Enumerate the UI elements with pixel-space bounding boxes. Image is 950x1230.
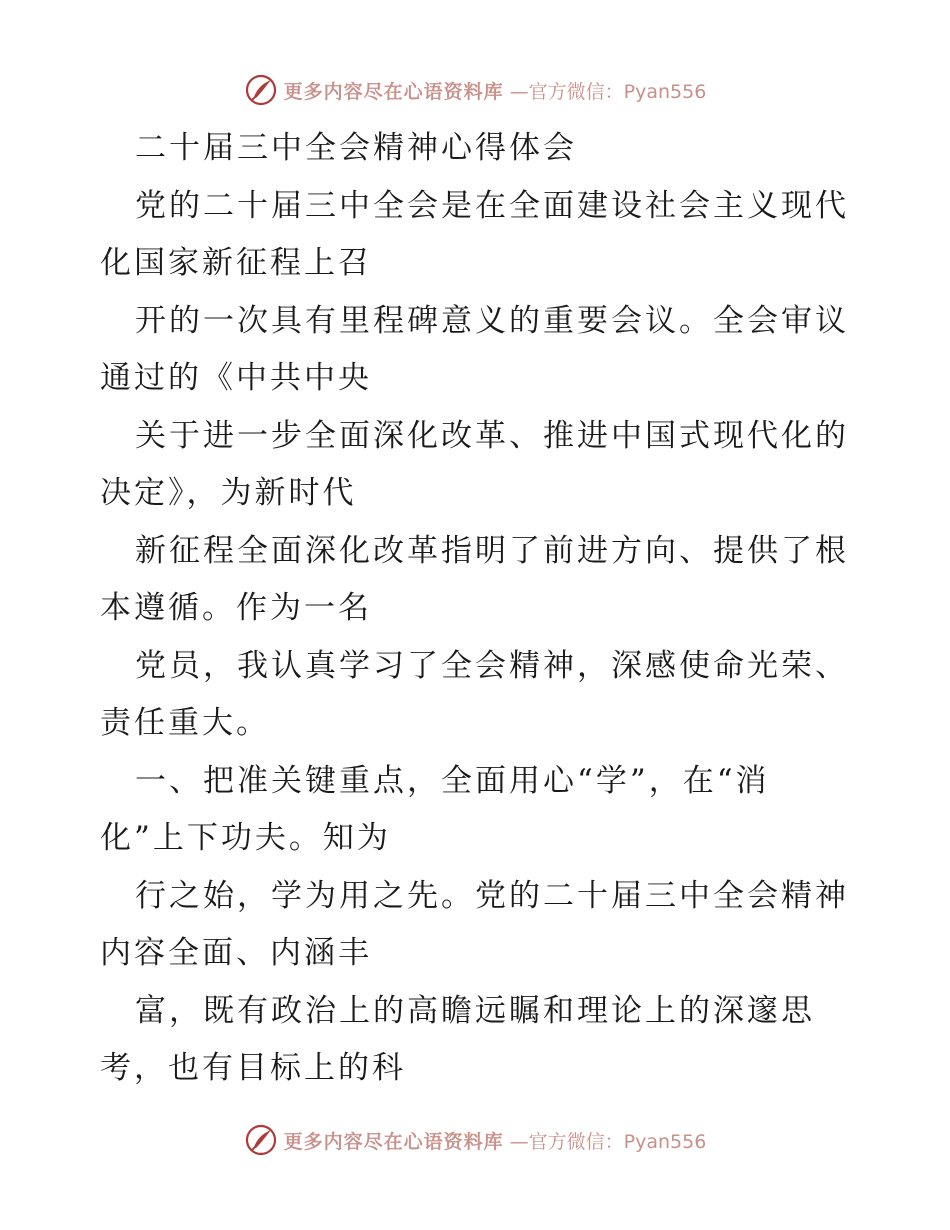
- text-line: 决定》，为新时代: [100, 475, 357, 511]
- text-line: 内容全面、内涵丰: [100, 935, 372, 971]
- text-line: 本遵循。作为一名: [100, 590, 372, 626]
- header-site-name: 更多内容尽在心语资料库: [283, 80, 504, 103]
- text-line: 新征程全面深化改革指明了前进方向、提供了根: [135, 532, 849, 569]
- section-heading-line: 一、把准关键重点，全面用心“学”，在“消: [135, 762, 770, 799]
- quill-logo-icon: [244, 73, 278, 107]
- text-line: 富，既有政治上的高瞻远瞩和理论上的深邃思: [135, 992, 815, 1029]
- text-line: 化国家新征程上召: [100, 245, 372, 281]
- text-line: 关于进一步全面深化改革、推进中国式现代化的: [135, 417, 849, 454]
- footer-site-name: 更多内容尽在心语资料库: [283, 1130, 504, 1153]
- text-line: 考，也有目标上的科: [100, 1050, 406, 1086]
- footer-official-account: —官方微信：Pyan556: [509, 1130, 707, 1153]
- header-official-account: —官方微信：Pyan556: [509, 80, 707, 103]
- text-line: 行之始，学为用之先。党的二十届三中全会精神: [135, 877, 849, 914]
- document-title: 二十届三中全会精神心得体会: [135, 130, 577, 166]
- footer-watermark-banner: [0, 1120, 950, 1160]
- text-line: 开的一次具有里程碑意义的重要会议。全会审议: [135, 302, 849, 339]
- text-line: 通过的《中共中央: [100, 360, 372, 396]
- section-heading-line: 化”上下功夫。知为: [100, 820, 391, 856]
- quill-logo-icon: [244, 1123, 278, 1157]
- text-line: 党的二十届三中全会是在全面建设社会主义现代: [135, 187, 849, 224]
- header-watermark-banner: [0, 70, 950, 110]
- text-line: 责任重大。: [100, 705, 270, 741]
- document-body: [100, 120, 860, 1098]
- text-line: 党员，我认真学习了全会精神，深感使命光荣、: [135, 647, 849, 684]
